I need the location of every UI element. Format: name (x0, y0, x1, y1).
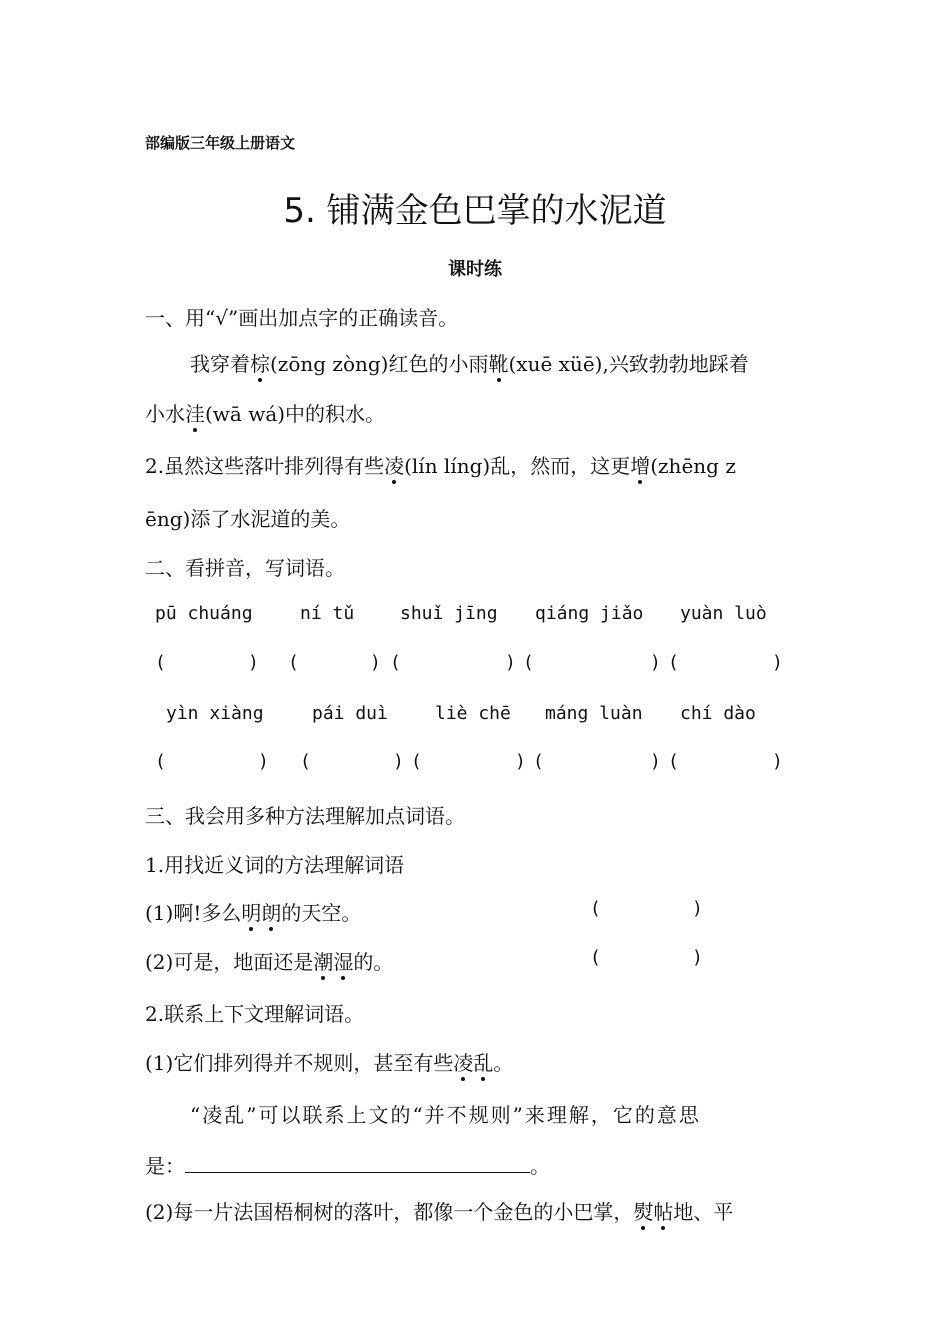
pinyin-item: shuǐ jīng (400, 603, 498, 624)
answer-bracket: ( (155, 652, 166, 673)
text: 2.虽然这些落叶排列得有些 (145, 454, 385, 478)
dotted-char: 湿 (333, 946, 353, 975)
q3-item-2 (145, 946, 393, 975)
text: 。 (530, 1154, 550, 1178)
text: (zōng zòng)红色的小雨 (270, 352, 489, 376)
dotted-char: 凌 (453, 1047, 473, 1076)
dotted-char: 明 (241, 897, 261, 926)
answer-bracket: ) (505, 652, 516, 673)
text: (2)可是，地面还是 (145, 950, 314, 974)
dotted-char: 洼 (185, 398, 205, 427)
dotted-char: 棕 (250, 348, 270, 377)
q3-paragraph-line-2 (145, 1150, 550, 1179)
answer-blank-line[interactable] (185, 1154, 530, 1173)
answer-bracket: ( (288, 652, 299, 673)
answer-bracket: ) (258, 751, 269, 772)
answer-bracket: ) (772, 652, 783, 673)
text: 我穿着 (190, 352, 250, 376)
text: 小水 (145, 402, 185, 426)
answer-bracket: ) (393, 751, 404, 772)
answer-bracket: ( (155, 751, 166, 772)
answer-bracket: ) (515, 751, 526, 772)
answer-bracket: ( (411, 751, 422, 772)
text: (wā wá)中的积水。 (205, 402, 386, 426)
answer-bracket: ( (668, 751, 679, 772)
text: 的天空。 (281, 901, 362, 925)
q3-item-1 (145, 897, 361, 926)
pinyin-item: máng luàn (545, 703, 643, 724)
pinyin-item: qiáng jiǎo (535, 603, 644, 624)
answer-bracket: ( (590, 898, 601, 919)
answer-bracket: ( (300, 751, 311, 772)
dotted-char: 朗 (261, 897, 281, 926)
q3-sub-1: 1.用找近义词的方法理解词语 (145, 853, 405, 877)
answer-bracket: ) (772, 751, 783, 772)
text: 地、平 (673, 1200, 734, 1224)
text: 的。 (353, 950, 394, 974)
q3-paragraph-line-1: “凌乱”可以联系上文的“并不规则”来理解，它的意思 (190, 1103, 701, 1127)
dotted-char: 潮 (313, 946, 333, 975)
section-one-heading: 一、用“√”画出加点字的正确读音。 (145, 306, 459, 330)
pinyin-item: ní tǔ (300, 603, 355, 624)
answer-bracket: ( (668, 652, 679, 673)
dotted-char: 凌 (384, 450, 404, 479)
text: 。 (493, 1051, 514, 1075)
answer-bracket: ) (248, 652, 259, 673)
answer-bracket: ( (590, 947, 601, 968)
dotted-char: 帖 (653, 1196, 673, 1225)
page-subtitle: 课时练 (448, 259, 502, 280)
text: (lín líng)乱，然而，这更 (404, 454, 631, 478)
text: (2)每一片法国梧桐树的落叶，都像一个金色的小巴掌， (145, 1200, 634, 1224)
q1-line-1 (190, 348, 749, 377)
text: (1)啊!多么 (145, 901, 242, 925)
answer-bracket: ) (370, 652, 381, 673)
pinyin-item: chí dào (680, 703, 756, 724)
section-three-heading: 三、我会用多种方法理解加点词语。 (145, 804, 465, 828)
section-two-heading: 二、看拼音，写词语。 (145, 556, 345, 580)
answer-bracket: ) (650, 652, 661, 673)
pinyin-item: yìn xiàng (166, 703, 264, 724)
dotted-char: 乱 (473, 1047, 493, 1076)
pinyin-item: liè chē (435, 703, 511, 724)
q3-item-4 (145, 1196, 733, 1225)
pinyin-item: pái duì (312, 703, 388, 724)
q1-line-2 (145, 398, 385, 427)
dotted-char: 熨 (633, 1196, 653, 1225)
document-header: 部编版三年级上册语文 (145, 134, 296, 152)
answer-bracket: ) (692, 947, 703, 968)
page-title: 5. 铺满金色巴掌的水泥道 (283, 191, 667, 231)
answer-bracket: ( (523, 652, 534, 673)
answer-bracket: ) (692, 898, 703, 919)
answer-bracket: ( (533, 751, 544, 772)
answer-bracket: ) (650, 751, 661, 772)
text: 是： (145, 1154, 185, 1178)
dotted-char: 增 (630, 450, 650, 479)
q1-line-4: ēng)添了水泥道的美。 (145, 507, 351, 531)
text: (zhēng z (650, 454, 736, 478)
pinyin-item: yuàn luò (680, 603, 767, 624)
q1-line-3 (145, 450, 736, 479)
answer-bracket: ( (390, 652, 401, 673)
text: (1)它们排列得并不规则，甚至有些 (145, 1051, 454, 1075)
q3-item-3 (145, 1047, 513, 1076)
dotted-char: 靴 (489, 348, 509, 377)
q3-sub-2: 2.联系上下文理解词语。 (145, 1002, 365, 1026)
pinyin-item: pū chuáng (155, 603, 253, 624)
text: (xuē xüē),兴致勃勃地踩着 (508, 352, 749, 376)
